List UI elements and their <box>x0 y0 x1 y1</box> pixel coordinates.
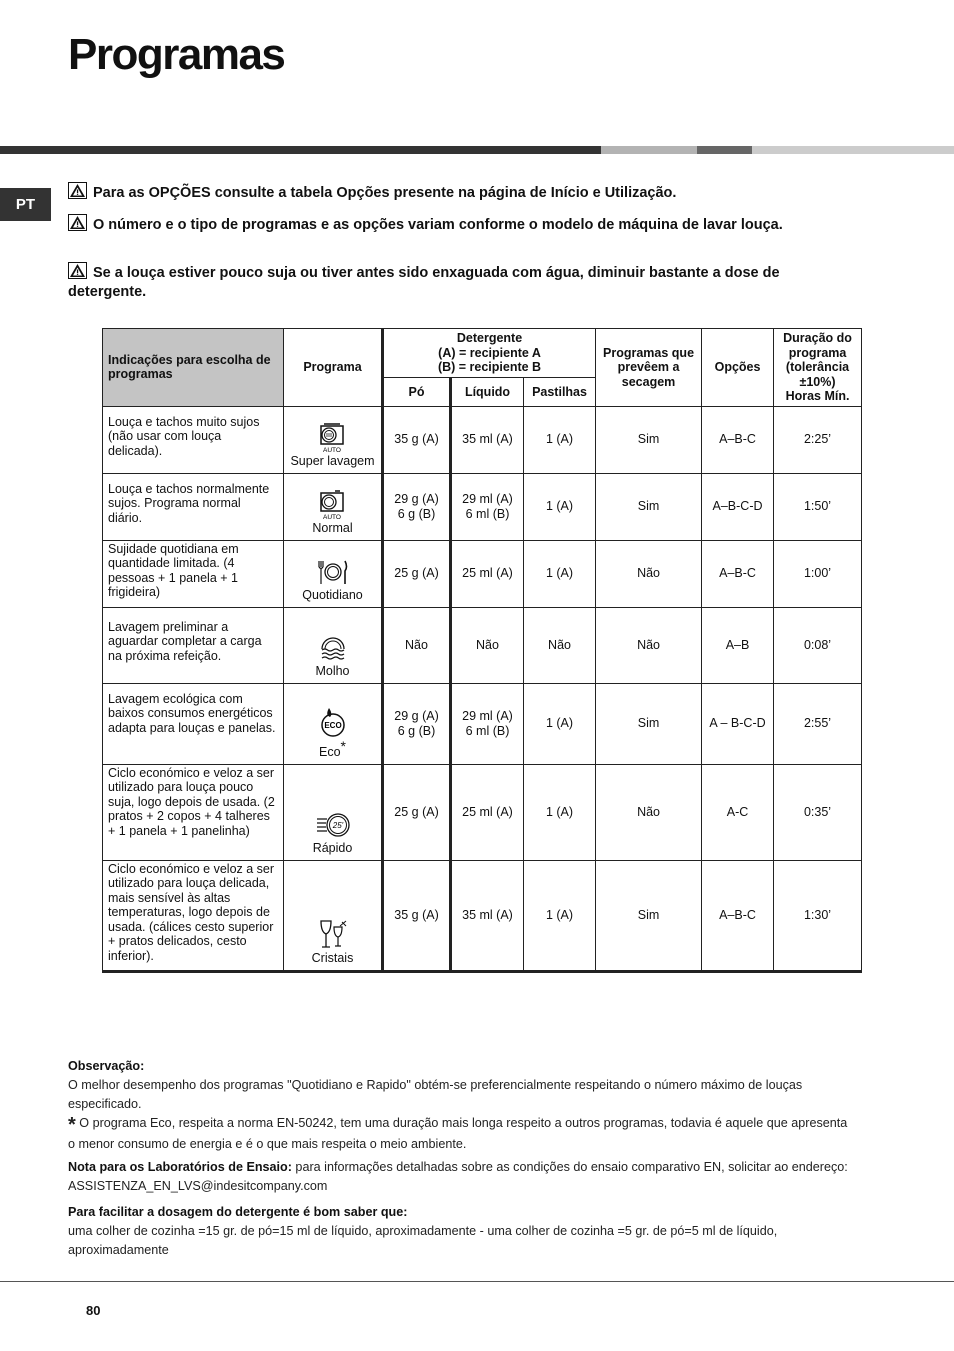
po-value: 25 g (A) <box>394 804 439 819</box>
row-options: A–B-C <box>702 540 774 607</box>
header-duration-title: Duração do programa <box>783 331 852 360</box>
program-name: Cristais <box>311 951 354 965</box>
row-program <box>284 406 383 473</box>
header-duration-tolerance: (tolerância ±10%) <box>785 360 850 389</box>
program-name: Normal <box>312 521 353 535</box>
warning-icon <box>68 262 87 279</box>
row-po <box>383 540 451 607</box>
liquido-value: 25 ml (A) <box>462 804 513 819</box>
program-name: Super lavagem <box>290 454 375 468</box>
observation-title: Observação: <box>68 1059 145 1073</box>
row-description: Lavagem ecológica com baixos consumos energéticos adapta para louças e panelas. <box>103 683 284 764</box>
row-pastilhas: 1 (A) <box>524 406 596 473</box>
warning-models <box>68 214 808 235</box>
row-pastilhas: 1 (A) <box>524 473 596 540</box>
eco-note-text: O programa Eco, respeita a norma EN-50242, tem uma duração mais longa respeito a outros programas, todavia é aquele que apresenta o menor consumo de energia e é o que mais respeita o meio ambiente. <box>68 1116 848 1151</box>
row-program <box>284 473 383 540</box>
row-duration: 0:08’ <box>774 607 862 683</box>
row-po <box>383 607 451 683</box>
row-program <box>284 683 383 764</box>
rapid-icon <box>313 810 353 840</box>
eco-note-star: * <box>68 1114 76 1136</box>
header-pastilhas: Pastilhas <box>524 378 596 406</box>
lab-note <box>68 1158 848 1196</box>
dosage-note <box>68 1203 848 1260</box>
header-drying: Programas que prevêem a secagem <box>596 329 702 407</box>
row-description: Louça e tachos normalmente sujos. Programa normal diário. <box>103 473 284 540</box>
row-drying: Sim <box>596 683 702 764</box>
po-value: 35 g (A) <box>394 432 439 447</box>
row-description: Ciclo económico e veloz a ser utilizado para louça delicada, mais sensível às altas temperaturas, logo depois de usada. (cálices cesto superior + pratos delicados, cesto inferior). <box>103 860 284 971</box>
po-value: 29 g (A) <box>394 492 439 506</box>
liquido-value: 29 ml (A) <box>462 709 513 723</box>
header-detergent-title: Detergente <box>456 331 523 346</box>
row-options: A–B-C <box>702 860 774 971</box>
po-value: 25 g (A) <box>394 566 439 581</box>
header-duration <box>774 329 862 407</box>
row-liquido <box>451 860 524 971</box>
row-description: Ciclo económico e veloz a ser utilizado para louça pouco suja, logo depois de usada. (2 pratos + 2 copos + 4 talheres + 1 panela + 1 panelinha) <box>103 764 284 860</box>
table-row <box>103 860 862 971</box>
lab-note-title: Nota para os Laboratórios de Ensaio: <box>68 1160 292 1174</box>
liquido-value: 29 ml (A) <box>462 492 513 506</box>
crystal-glass-icon <box>316 918 350 950</box>
warning-detergent <box>68 262 808 302</box>
po-value: 35 g (A) <box>394 907 439 922</box>
warning-options <box>68 182 808 203</box>
dosage-note-title: Para facilitar a dosagem do detergente é bom saber que: <box>68 1205 408 1219</box>
observation-note <box>68 1057 848 1154</box>
row-pastilhas: 1 (A) <box>524 764 596 860</box>
header-liquido: Líquido <box>451 378 524 406</box>
row-duration: 2:25’ <box>774 406 862 473</box>
header-bar-light <box>601 146 697 154</box>
row-drying: Não <box>596 607 702 683</box>
program-name: Molho <box>315 664 350 678</box>
soak-icon <box>318 633 348 663</box>
auto-label: AUTO <box>322 447 341 453</box>
warning-text: O número e o tipo de programas e as opções variam conforme o modelo de máquina de lavar louça. <box>93 217 783 233</box>
row-pastilhas: 1 (A) <box>524 860 596 971</box>
row-description: Sujidade quotidiana em quantidade limitada. (4 pessoas + 1 panela + 1 frigideira) <box>103 540 284 607</box>
row-options: A–B-C <box>702 406 774 473</box>
daily-wash-icon <box>313 559 353 587</box>
footer-divider <box>0 1281 954 1282</box>
warning-icon <box>68 214 87 231</box>
liquido-value-b: 6 ml (B) <box>465 723 510 738</box>
po-value: 29 g (A) <box>394 709 439 723</box>
auto-label: AUTO <box>322 514 341 520</box>
liquido-value: 35 ml (A) <box>462 432 513 447</box>
row-po <box>383 683 451 764</box>
warning-text: Se a louça estiver pouco suja ou tiver antes sido enxaguada com água, diminuir bastante a dose de detergente. <box>68 265 780 300</box>
liquido-value: 25 ml (A) <box>462 566 513 581</box>
row-liquido <box>451 607 524 683</box>
row-program <box>284 540 383 607</box>
header-indications: Indicações para escolha de programas <box>103 329 284 407</box>
table-row <box>103 607 862 683</box>
header-bar-pale <box>752 146 954 154</box>
row-description: Louça e tachos muito sujos (não usar com louça delicada). <box>103 406 284 473</box>
warning-icon <box>68 182 87 199</box>
row-liquido <box>451 473 524 540</box>
liquido-value: Não <box>476 637 499 652</box>
row-pastilhas: Não <box>524 607 596 683</box>
row-pastilhas: 1 (A) <box>524 683 596 764</box>
program-name: Eco <box>319 745 341 759</box>
normal-wash-icon <box>315 490 351 520</box>
program-name: Quotidiano <box>302 588 363 602</box>
row-duration: 1:50’ <box>774 473 862 540</box>
row-options: A-C <box>702 764 774 860</box>
header-po: Pó <box>383 378 451 406</box>
row-duration: 0:35’ <box>774 764 862 860</box>
row-options: A–B <box>702 607 774 683</box>
row-drying: Sim <box>596 473 702 540</box>
row-po <box>383 473 451 540</box>
eco-asterisk: * <box>340 737 346 754</box>
language-badge: PT <box>0 188 51 221</box>
eco-note <box>68 1114 848 1154</box>
program-name: Rápido <box>312 841 353 855</box>
rapid-label: 25' <box>332 821 343 830</box>
row-program <box>284 764 383 860</box>
row-liquido <box>451 683 524 764</box>
po-value-b: 6 g (B) <box>397 506 436 521</box>
row-po <box>383 860 451 971</box>
row-duration: 1:30’ <box>774 860 862 971</box>
programs-table <box>102 328 862 973</box>
eco-label: ECO <box>323 720 342 730</box>
row-program <box>284 860 383 971</box>
warning-text: Para as OPÇÕES consulte a tabela Opções presente na página de Início e Utilização. <box>93 185 677 201</box>
row-liquido <box>451 540 524 607</box>
page-number: 80 <box>86 1303 101 1318</box>
row-options: A–B-C-D <box>702 473 774 540</box>
liquido-value: 35 ml (A) <box>462 907 513 922</box>
header-detergent-a: (A) = recipiente A <box>438 345 541 360</box>
lab-note-text: para informações detalhadas sobre as condições do ensaio comparativo EN, solicitar ao endereço: ASSISTENZA_EN_LVS@indesitcompany.com <box>68 1160 848 1193</box>
super-wash-icon <box>315 423 351 453</box>
header-bar-mid <box>697 146 752 154</box>
po-value-b: 6 g (B) <box>397 723 436 738</box>
dosage-note-text: uma colher de cozinha =15 gr. de pó=15 ml de líquido, aproximadamente - uma colher de cozinha =5 gr. de pó=5 ml de líquido, aproximadamente <box>68 1224 778 1257</box>
table-row <box>103 764 862 860</box>
row-program <box>284 607 383 683</box>
row-drying: Não <box>596 540 702 607</box>
table-row <box>103 406 862 473</box>
header-options: Opções <box>702 329 774 407</box>
row-po <box>383 764 451 860</box>
header-bar-dark <box>0 146 601 154</box>
row-duration: 2:55’ <box>774 683 862 764</box>
po-value: Não <box>405 637 428 652</box>
header-detergent-b: (B) = recipiente B <box>437 360 542 375</box>
row-liquido <box>451 406 524 473</box>
row-description: Lavagem preliminar a aguardar completar a carga na próxima refeição. <box>103 607 284 683</box>
row-drying: Sim <box>596 406 702 473</box>
row-options: A – B-C-D <box>702 683 774 764</box>
row-duration: 1:00’ <box>774 540 862 607</box>
row-drying: Sim <box>596 860 702 971</box>
table-row <box>103 683 862 764</box>
observation-text: O melhor desempenho dos programas "Quotidiano e Rapido" obtém-se preferencialmente respeitando o número máximo de louças especificado. <box>68 1078 803 1111</box>
row-po <box>383 406 451 473</box>
table-row <box>103 540 862 607</box>
liquido-value-b: 6 ml (B) <box>465 506 510 521</box>
page-title: Programas <box>68 30 285 79</box>
table-row <box>103 473 862 540</box>
row-liquido <box>451 764 524 860</box>
header-program: Programa <box>284 329 383 407</box>
row-pastilhas: 1 (A) <box>524 540 596 607</box>
eco-icon <box>318 706 348 738</box>
header-detergent <box>383 329 596 378</box>
header-duration-units: Horas Mín. <box>785 389 850 403</box>
row-drying: Não <box>596 764 702 860</box>
